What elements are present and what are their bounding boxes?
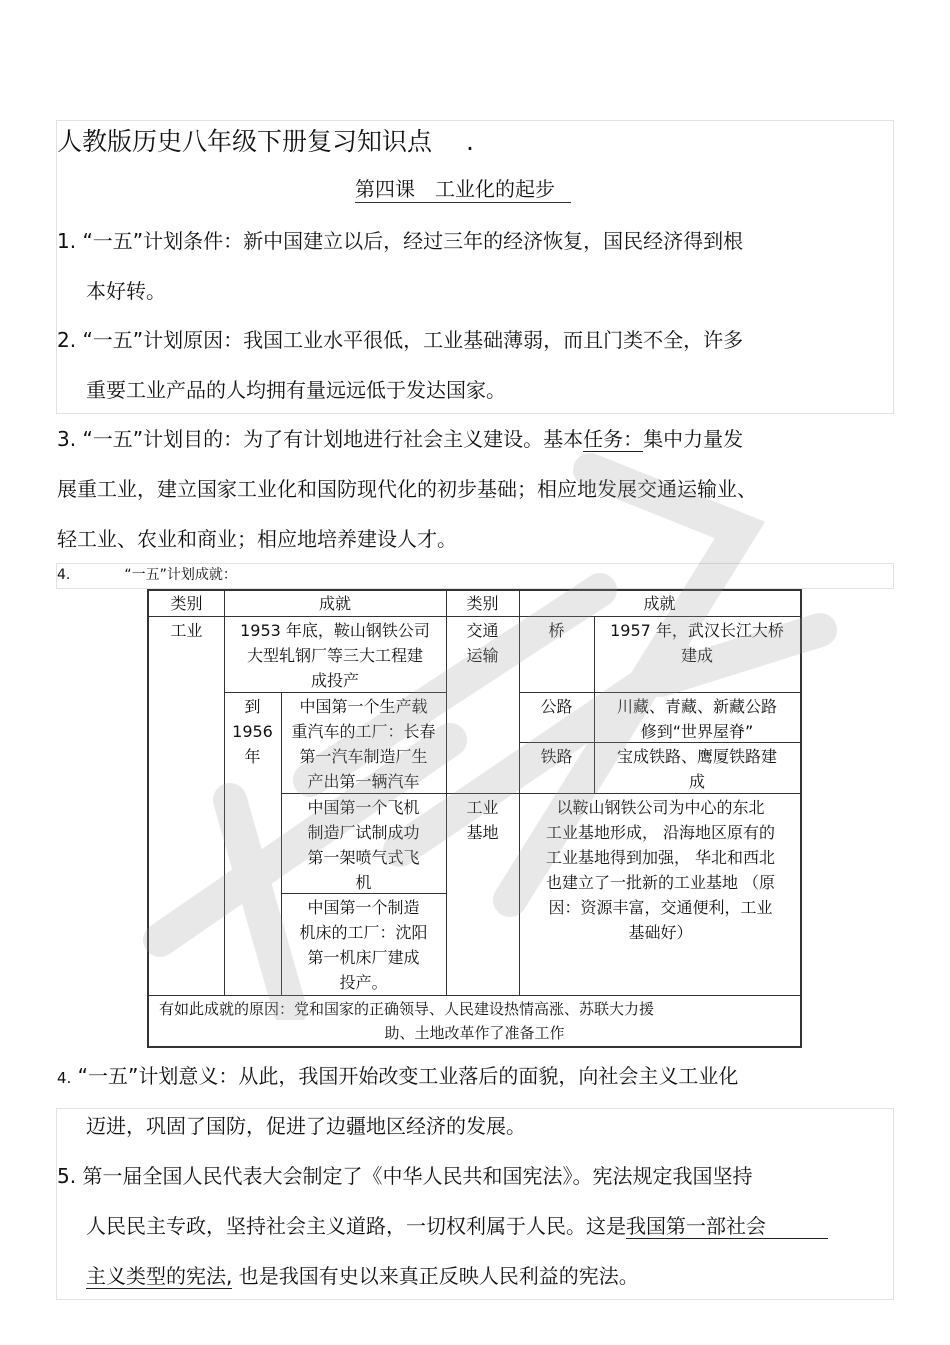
table-line <box>519 591 520 995</box>
item-4-heading: 4. “一五”计划成就： <box>57 567 237 583</box>
railway-achievement: 宝成铁路、鹰厦铁路建 成 <box>616 747 777 791</box>
bridge-achievement: 1957 年，武汉长江大桥 建成 <box>610 621 784 665</box>
category-industrial-base: 工业 基地 <box>466 798 499 842</box>
header-achievement-1: 成就 <box>318 594 351 613</box>
underlined-task: 任务： <box>583 427 644 451</box>
item-4-significance-line-2: 迈进，巩固了国防，促进了边疆地区经济的发展。 <box>86 1114 526 1138</box>
category-transport: 交通 运输 <box>466 621 499 665</box>
item-3-line-2: 展重工业，建立国家工业化和国防现代化的初步基础；相应地发展交通运输业、 <box>57 477 757 501</box>
item-3-line-3: 轻工业、农业和商业；相应地培养建设人才。 <box>57 527 457 551</box>
header-category-2: 类别 <box>466 594 499 613</box>
road-achievement: 川藏、青藏、新藏公路 修到“世界屋脊” <box>616 697 777 741</box>
item-5-line-3: 主义类型的宪法, 也是我国有史以来真正反映人民利益的宪法。 <box>86 1264 639 1288</box>
table-line <box>149 995 800 996</box>
item-1-line-2: 本好转。 <box>86 279 166 303</box>
category-industry: 工业 <box>170 621 203 640</box>
machine-tool-achievement: 中国第一个制造 机床的工厂：沈阳 第一机床厂建成 投产。 <box>299 898 428 992</box>
item-4-significance-line-1: 4. “一五”计划意义：从此，我国开始改变工业落后的面貌，向社会主义工业化 <box>57 1064 739 1088</box>
achievement-reason: 有如此成就的原因：党和国家的正确领导、人民建设热情高涨、苏联大力援 助、土地改革作了准备工作 <box>159 1000 655 1042</box>
by-1956-label: 到 1956 年 <box>232 697 273 766</box>
industrial-base-achievement: 以鞍山钢铁公司为中心的东北 工业基地形成， 沿海地区原有的 工业基地得到加强， 华北和西北 也建立了一批新的工业基地 （原 因：资源丰富，交通便利，工业 基础好） <box>545 798 776 942</box>
header-category-1: 类别 <box>170 594 203 613</box>
angang-achievement: 1953 年底，鞍山钢铁公司 大型轧钢厂等三大工程建 成投产 <box>240 621 430 690</box>
sub-road: 公路 <box>540 697 573 716</box>
frame-top <box>56 120 894 414</box>
lesson-title: 第四课 工业化的起步 <box>355 176 571 203</box>
item-2-line-2: 重要工业产品的人均拥有量远远低于发达国家。 <box>86 378 506 402</box>
item-5-line-2: 人民民主专政，坚持社会主义道路，一切权利属于人民。这是我国第一部社会 <box>86 1213 828 1239</box>
item-1-line-1: 1. “一五”计划条件：新中国建立以后，经过三年的经济恢复，国民经济得到根 <box>57 229 744 253</box>
table-line <box>149 616 800 617</box>
jet-factory-achievement: 中国第一个飞机 制造厂试制成功 第一架喷气式飞 机 <box>307 798 420 892</box>
sub-railway: 铁路 <box>540 747 573 766</box>
underlined-socialist-constitution: 主义类型的宪法, <box>86 1264 233 1288</box>
achievements-table <box>147 589 802 1048</box>
item-2-line-1: 2. “一五”计划原因：我国工业水平很低，工业基础薄弱，而且门类不全，许多 <box>57 328 744 352</box>
header-achievement-2: 成就 <box>643 594 676 613</box>
truck-factory-achievement: 中国第一个生产载 重汽车的工厂：长春 第一汽车制造厂生 产出第一辆汽车 <box>291 697 436 791</box>
page-title: 人教版历史八年级下册复习知识点 . <box>57 127 474 156</box>
sub-bridge: 桥 <box>548 621 565 640</box>
item-3-line-1: 3. “一五”计划目的：为了有计划地进行社会主义建设。基本任务：集中力量发 <box>57 427 744 451</box>
item-5-line-1: 5. 第一届全国人民代表大会制定了《中华人民共和国宪法》。宪法规定我国坚持 <box>57 1164 753 1188</box>
underlined-first-constitution: 我国第一部社会 <box>626 1214 828 1239</box>
table-line <box>519 692 800 693</box>
